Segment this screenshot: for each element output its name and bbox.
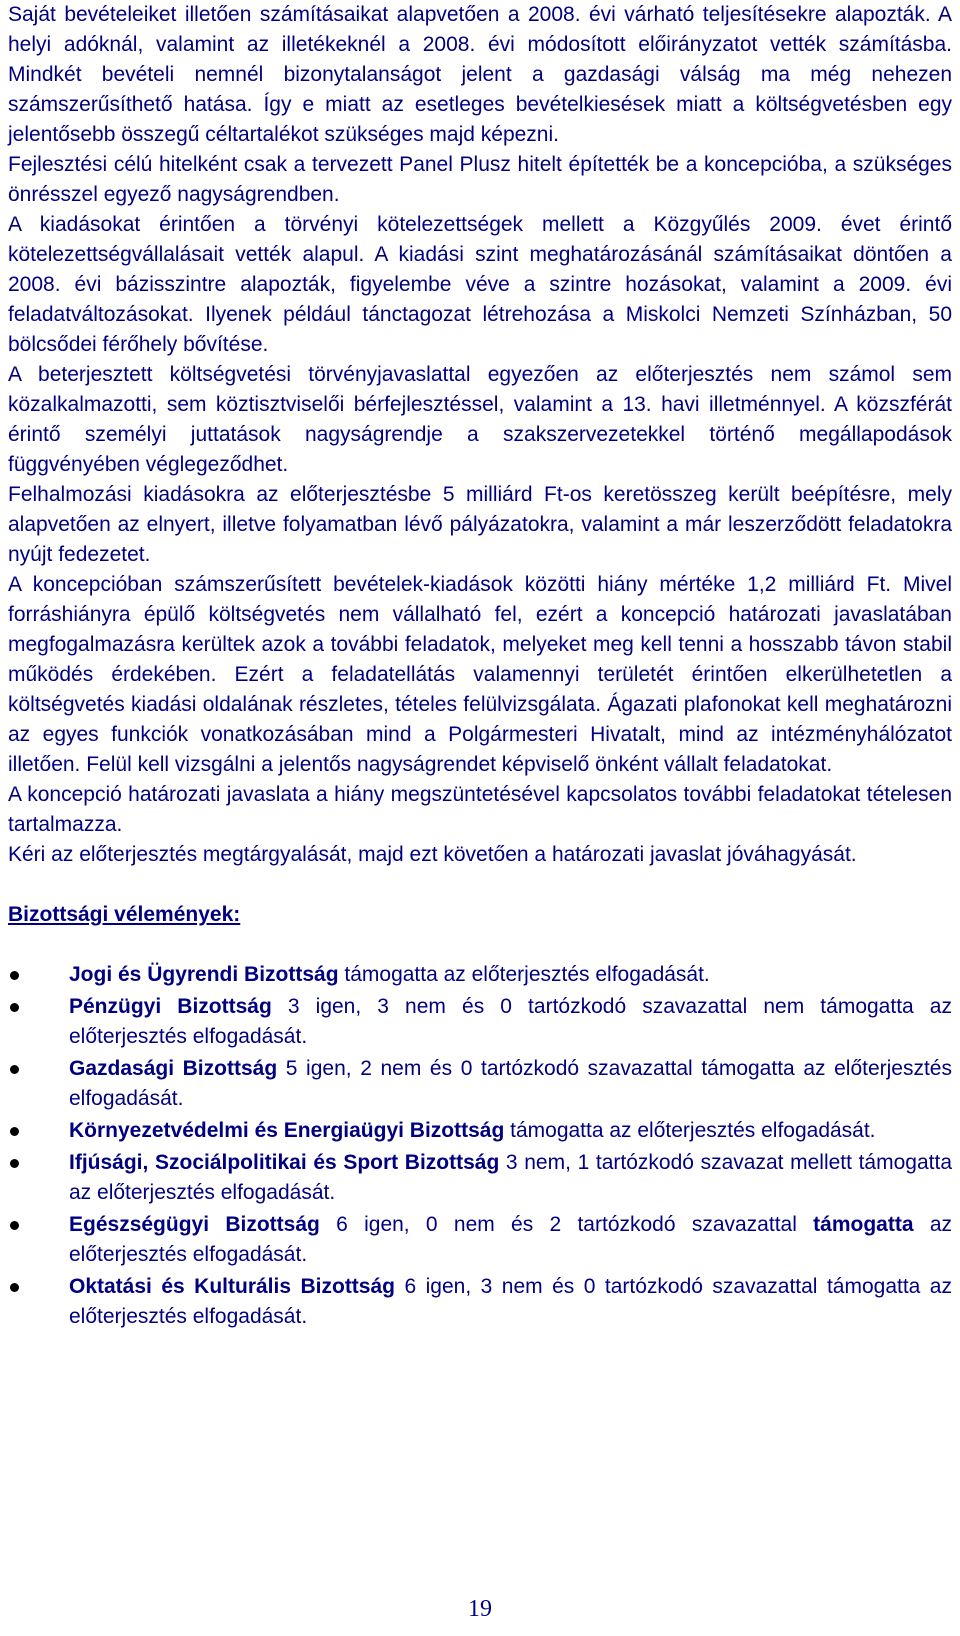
spacer bbox=[8, 930, 952, 960]
list-item bbox=[8, 960, 952, 990]
paragraph-resolution-proposal: A koncepció határozati javaslata a hiány megszüntetésével kapcsolatos további feladatokat tételesen tartalmazza. bbox=[8, 783, 952, 836]
committee-name: Oktatási és Kulturális Bizottság bbox=[69, 1275, 395, 1298]
committee-opinion: 3 igen, 3 nem és 0 tartózkodó szavazattal nem támogatta az előterjesztés elfogadását. bbox=[69, 995, 952, 1048]
bullet-icon bbox=[10, 1283, 19, 1292]
list-item bbox=[8, 1272, 952, 1332]
list-item bbox=[8, 1116, 952, 1146]
bullet-icon bbox=[10, 1065, 19, 1074]
document-page bbox=[8, 0, 952, 1334]
page-number: 19 bbox=[468, 1596, 492, 1622]
committee-name: Környezetvédelmi és Energiaügyi Bizottság bbox=[69, 1119, 505, 1142]
committee-name: Pénzügyi Bizottság bbox=[69, 995, 272, 1018]
committee-opinion: 3 nem, 1 tartózkodó szavazat mellett támogatta az előterjesztés elfogadását. bbox=[69, 1151, 952, 1204]
list-item bbox=[8, 1148, 952, 1208]
spacer bbox=[8, 870, 952, 900]
bullet-icon bbox=[10, 1159, 19, 1168]
list-item bbox=[8, 1054, 952, 1114]
paragraph-own-revenues: Saját bevételeiket illetően számításaikat alapvetően a 2008. évi várható teljesítésekre alapozták. A helyi adóknál, valamint az illetékeknél a 2008. évi módosított előirányzatot vették számításba. Mindkét bevételi nemnél bizonytalanságot jelent a gazdasági válság ma még nehezen számszerűsíthető hatása. Így e miatt az esetleges bevételkiesések miatt a költségvetésben egy jelentősebb összegű céltartalékot szükséges majd képezni. bbox=[8, 3, 952, 146]
bullet-icon bbox=[10, 1127, 19, 1136]
bullet-icon bbox=[10, 1221, 19, 1230]
committee-opinion: támogatta az előterjesztés elfogadását. bbox=[504, 1119, 876, 1142]
committee-name: Ifjúsági, Szociálpolitikai és Sport Bizottság bbox=[69, 1151, 500, 1174]
paragraph-request: Kéri az előterjesztés megtárgyalását, majd ezt követően a határozati javaslat jóváhagyását. bbox=[8, 843, 857, 866]
bullet-icon bbox=[10, 1003, 19, 1012]
committee-name: Jogi és Ügyrendi Bizottság bbox=[69, 963, 339, 986]
list-item bbox=[8, 992, 952, 1052]
section-heading: Bizottsági vélemények: bbox=[8, 903, 241, 926]
list-item bbox=[8, 1210, 952, 1270]
paragraph-deficit: A koncepcióban számszerűsített bevételek-kiadások közötti hiány mértéke 1,2 milliárd Ft. Mivel forráshiányra épülő költségvetés nem vállalható fel, ezért a koncepció határozati javaslatában megfogalmazásra kerültek azok a további feladatok, melyeket meg kell tenni a hosszabb távon stabil működés érdekében. Ezért a feladatellátás valamennyi területét érintően elkerülhetetlen a költségvetés kiadási oldalának részletes, tételes felülvizsgálata. Ágazati plafonokat kell meghatározni az egyes funkciók vonatkozásában mind a Polgármesteri Hivatalt, mind az intézményhálózatot illetően. Felül kell vizsgálni a jelentős nagyságrendet képviselő önként vállalt feladatokat. bbox=[8, 573, 952, 776]
committee-opinion-emphasis: támogatta bbox=[813, 1213, 914, 1236]
committee-name: Egészségügyi Bizottság bbox=[69, 1213, 320, 1236]
committee-opinion-tail: az előterjesztés elfogadását. bbox=[69, 1213, 952, 1266]
committee-name: Gazdasági Bizottság bbox=[69, 1057, 278, 1080]
committee-opinion: 5 igen, 2 nem és 0 tartózkodó szavazattal támogatta az előterjesztés elfogadását. bbox=[69, 1057, 952, 1110]
paragraph-expenditures: A kiadásokat érintően a törvényi kötelezettségek mellett a Közgyűlés 2009. évet érintő kötelezettségvállalásait vették alapul. A kiadási szint meghatározásánál számításaikat döntően a 2008. évi bázisszintre alapozták, figyelembe véve a szintre hozásokat, valamint a 2009. évi feladatváltozásokat. Ilyenek például tánctagozat létrehozása a Miskolci Nemzeti Színházban, 50 bölcsődei férőhely bővítése. bbox=[8, 213, 952, 356]
committee-opinions-list bbox=[8, 960, 952, 1332]
committee-opinion: támogatta az előterjesztés elfogadását. bbox=[338, 963, 710, 986]
committee-opinion: 6 igen, 3 nem és 0 tartózkodó szavazattal támogatta az előterjesztés elfogadását. bbox=[69, 1275, 952, 1328]
paragraph-development-loans: Fejlesztési célú hitelként csak a tervezett Panel Plusz hitelt építették be a koncepcióba, a szükséges önrésszel egyező nagyságrendben. bbox=[8, 153, 952, 206]
paragraph-capital-expenditures: Felhalmozási kiadásokra az előterjesztésbe 5 milliárd Ft-os keretösszeg került beépítésre, mely alapvetően az elnyert, illetve folyamatban lévő pályázatokra, valamint a már leszerződött feladatokra nyújt fedezetet. bbox=[8, 483, 952, 566]
paragraph-wages: A beterjesztett költségvetési törvényjavaslattal egyezően az előterjesztés nem számol sem közalkalmazotti, sem köztisztviselői bérfejlesztéssel, valamint a 13. havi illetménnyel. A közszférát érintő személyi juttatások nagyságrendje a szakszervezetekkel történő megállapodások függvényében véglegeződhet. bbox=[8, 363, 952, 476]
committee-opinion: 6 igen, 0 nem és 2 tartózkodó szavazattal bbox=[319, 1213, 814, 1236]
bullet-icon bbox=[10, 971, 19, 980]
